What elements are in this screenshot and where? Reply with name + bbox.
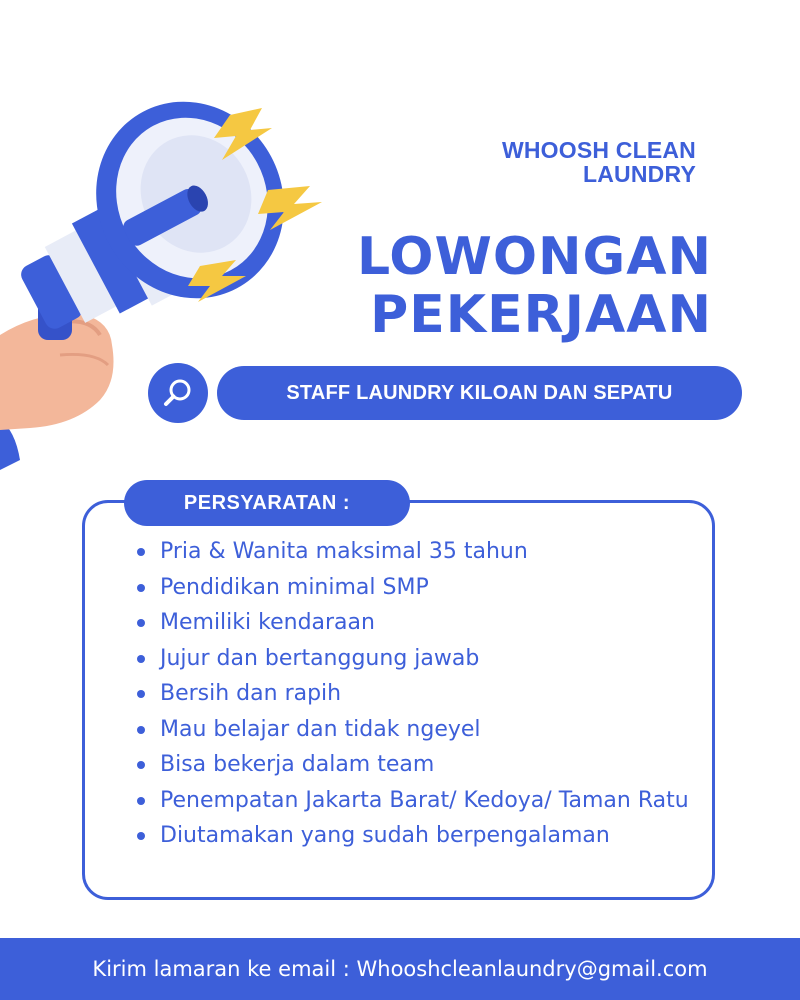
search-icon [148,363,208,423]
magnifier-glyph [161,376,195,410]
requirements-list [134,534,704,854]
job-position-banner: STAFF LAUNDRY KILOAN DAN SEPATU [217,366,742,420]
list-item: Penempatan Jakarta Barat/ Kedoya/ Taman Ratu [134,783,704,819]
brand-name [502,138,696,186]
brand-line-1: WHOOSH CLEAN [501,137,696,163]
title-line-1: LOWONGAN [356,227,712,287]
list-item: Pendidikan minimal SMP [134,570,704,606]
list-item: Pria & Wanita maksimal 35 tahun [134,534,704,570]
contact-footer [0,938,800,1000]
list-item: Bisa bekerja dalam team [134,747,704,783]
list-item: Memiliki kendaraan [134,605,704,641]
contact-email-text: Kirim lamaran ke email : Whooshcleanlaundry@gmail.com [92,957,708,981]
list-item: Diutamakan yang sudah berpengalaman [134,818,704,854]
brand-line-2: LAUNDRY [583,161,696,187]
list-item: Jujur dan bertanggung jawab [134,641,704,677]
page-title [357,228,712,344]
title-line-2: PEKERJAAN [370,285,712,345]
list-item: Mau belajar dan tidak ngeyel [134,712,704,748]
requirements-heading: PERSYARATAN : [124,480,410,526]
list-item: Bersih dan rapih [134,676,704,712]
